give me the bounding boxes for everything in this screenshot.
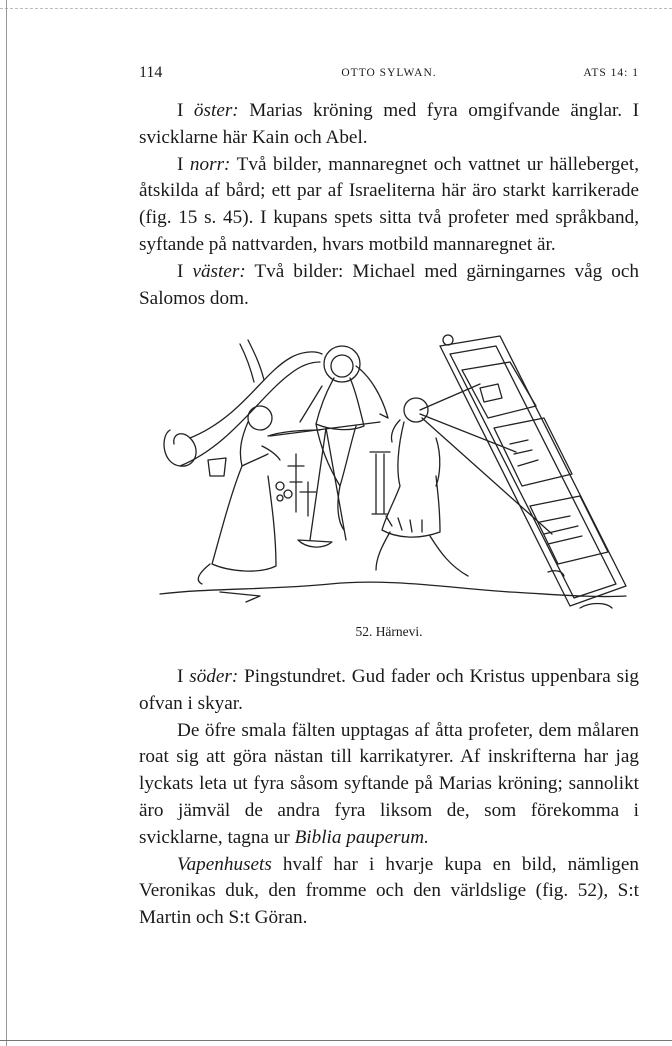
paragraph-north: I norr: Två bilder, mannaregnet och vattnet ur hälleberget, åtskilda af bård; ett par af Israeliterna här äro starkt karrikerade (fig. 15 s. 45). I kupans spets sitta två profeter med språkband, syftande på nattvarden, hvars motbild mannaregnet är. [139, 153, 640, 255]
figure-caption: 52. Härnevi. [355, 624, 423, 639]
book-title: Biblia pauperum. [294, 826, 429, 848]
porch-term: Vapenhusets [177, 853, 272, 875]
page-number: 114 [139, 64, 163, 81]
paragraph-east: I öster: Marias kröning med fyra omgifvande änglar. I svicklarne här Kain och Abel. [139, 100, 640, 148]
direction-west: väster: [192, 260, 246, 282]
scan-edge-left [6, 0, 7, 1046]
page-header [139, 64, 639, 84]
paragraph-west: I väster: Två bilder: Michael med gärningarnes våg och Salomos dom. [139, 260, 639, 309]
scan-edge-top [0, 8, 672, 9]
body-text-bottom [139, 664, 639, 932]
figure-52-illustration [150, 326, 630, 618]
direction-north: norr: [189, 153, 231, 175]
paragraph-south: I söder: Pingstundret. Gud fader och Kristus uppenbara sig ofvan i skyar. [139, 666, 639, 714]
paragraph-prophets: De öfre smala fälten upptagas af åtta profeter, dem målaren roat sig att göra nästan till karrikatyrer. Af inskrifterna har jag lyckats leta ut fyra såsom syftande på Marias kröning; sannolikt äro jämväl de andra fyra liksom de, som förekomma i svicklarne, tagna ur Biblia pauperum. [139, 719, 639, 848]
body-text-top [139, 98, 639, 312]
direction-south: söder: [189, 666, 239, 687]
signature-mark: ATS 14: 1 [583, 67, 639, 79]
direction-east: öster: [193, 100, 239, 121]
scan-edge-bottom [0, 1040, 672, 1041]
paragraph-porch: Vapenhusets hvalf har i hvarje kupa en bild, nämligen Veronikas duk, den fromme och den världslige (fig. 52), S:t Martin och S:t Göran. [139, 853, 639, 929]
running-head: OTTO SYLWAN. [341, 67, 437, 79]
